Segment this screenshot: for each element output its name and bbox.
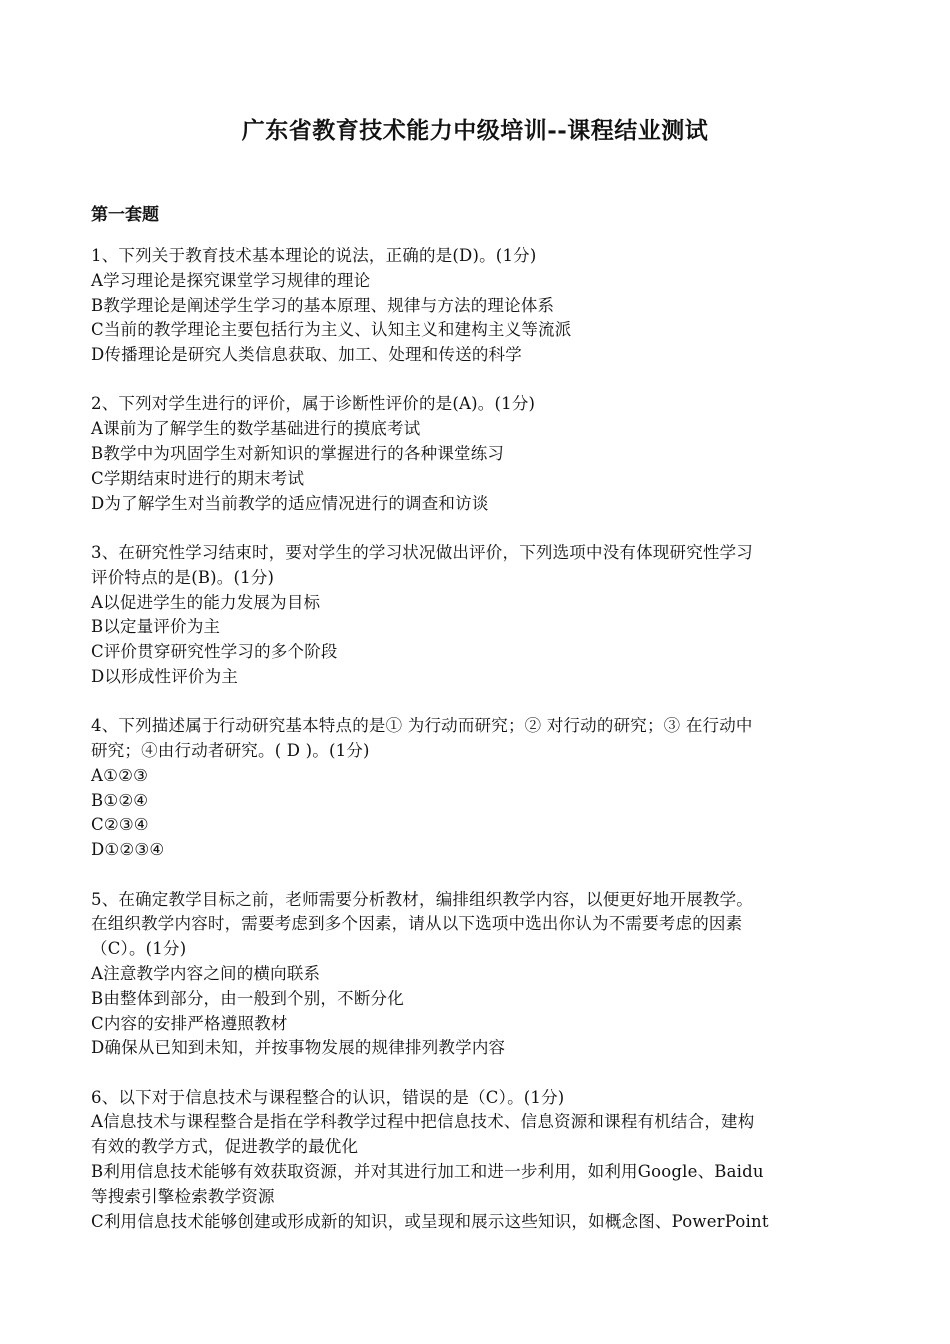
question-block — [91, 714, 861, 863]
question-stem: 4、下列描述属于行动研究基本特点的是① 为行动而研究；② 对行动的研究；③ 在行动中 — [91, 716, 753, 736]
answer-option: B教学中为巩固学生对新知识的掌握进行的各种课堂练习 — [91, 444, 505, 464]
answer-option: A课前为了解学生的数学基础进行的摸底考试 — [91, 419, 421, 439]
answer-option: 有效的教学方式，促进教学的最优化 — [91, 1137, 359, 1157]
answer-option: B利用信息技术能够有效获取资源，并对其进行加工和进一步利用，如利用Google、Baidu — [91, 1162, 764, 1181]
answer-option: C内容的安排严格遵照教材 — [91, 1013, 288, 1033]
section-heading: 第一套题 — [91, 205, 159, 225]
answer-option: A学习理论是探究课堂学习规律的理论 — [91, 270, 371, 290]
question-block — [91, 888, 861, 1062]
question-block — [91, 1086, 861, 1235]
question-list — [91, 244, 861, 1259]
answer-option: A信息技术与课程整合是指在学科教学过程中把信息技术、信息资源和课程有机结合，建构 — [91, 1112, 755, 1132]
answer-option: D确保从已知到未知，并按事物发展的规律排列教学内容 — [91, 1038, 506, 1058]
question-stem: 在组织教学内容时，需要考虑到多个因素，请从以下选项中选出你认为不需要考虑的因素 — [91, 914, 743, 934]
answer-option: D以形成性评价为主 — [91, 666, 239, 686]
answer-option: B以定量评价为主 — [91, 617, 221, 637]
answer-option: C当前的教学理论主要包括行为主义、认知主义和建构主义等流派 — [91, 320, 572, 340]
question-stem: （C）。(1分) — [91, 939, 187, 959]
question-stem: 评价特点的是(B)。(1分) — [91, 567, 275, 587]
question-block — [91, 541, 861, 690]
answer-option: B由整体到部分，由一般到个别，不断分化 — [91, 988, 404, 1008]
question-stem: 6、以下对于信息技术与课程整合的认识，错误的是（C）。(1分) — [91, 1087, 565, 1107]
question-stem: 研究；④由行动者研究。( D )。(1分) — [91, 741, 370, 761]
question-stem: 5、在确定教学目标之前，老师需要分析教材，编排组织教学内容，以便更好地开展教学。 — [91, 889, 753, 909]
answer-option: 等搜索引擎检索教学资源 — [91, 1186, 275, 1206]
question-stem: 2、下列对学生进行的评价，属于诊断性评价的是(A)。(1分) — [91, 394, 536, 414]
answer-option: A①②③ — [91, 765, 149, 785]
document-title: 广东省教育技术能力中级培训--课程结业测试 — [241, 117, 709, 144]
answer-option: C利用信息技术能够创建或形成新的知识，或呈现和展示这些知识，如概念图、PowerPoint — [91, 1211, 769, 1231]
question-stem: 3、在研究性学习结束时，要对学生的学习状况做出评价，下列选项中没有体现研究性学习 — [91, 542, 753, 562]
answer-option: A注意教学内容之间的横向联系 — [91, 963, 321, 983]
answer-option: D为了解学生对当前教学的适应情况进行的调查和访谈 — [91, 493, 489, 513]
answer-option: C②③④ — [91, 815, 149, 835]
answer-option: B教学理论是阐述学生学习的基本原理、规律与方法的理论体系 — [91, 295, 555, 315]
answer-option: C评价贯穿研究性学习的多个阶段 — [91, 642, 338, 662]
question-block — [91, 392, 861, 516]
question-block — [91, 244, 861, 368]
answer-option: B①②④ — [91, 790, 149, 810]
answer-option: C学期结束时进行的期末考试 — [91, 468, 305, 488]
question-stem: 1、下列关于教育技术基本理论的说法，正确的是(D)。(1分) — [91, 246, 537, 265]
answer-option: A以促进学生的能力发展为目标 — [91, 592, 321, 612]
answer-option: D传播理论是研究人类信息获取、加工、处理和传送的科学 — [91, 345, 522, 365]
answer-option: D①②③④ — [91, 840, 165, 860]
